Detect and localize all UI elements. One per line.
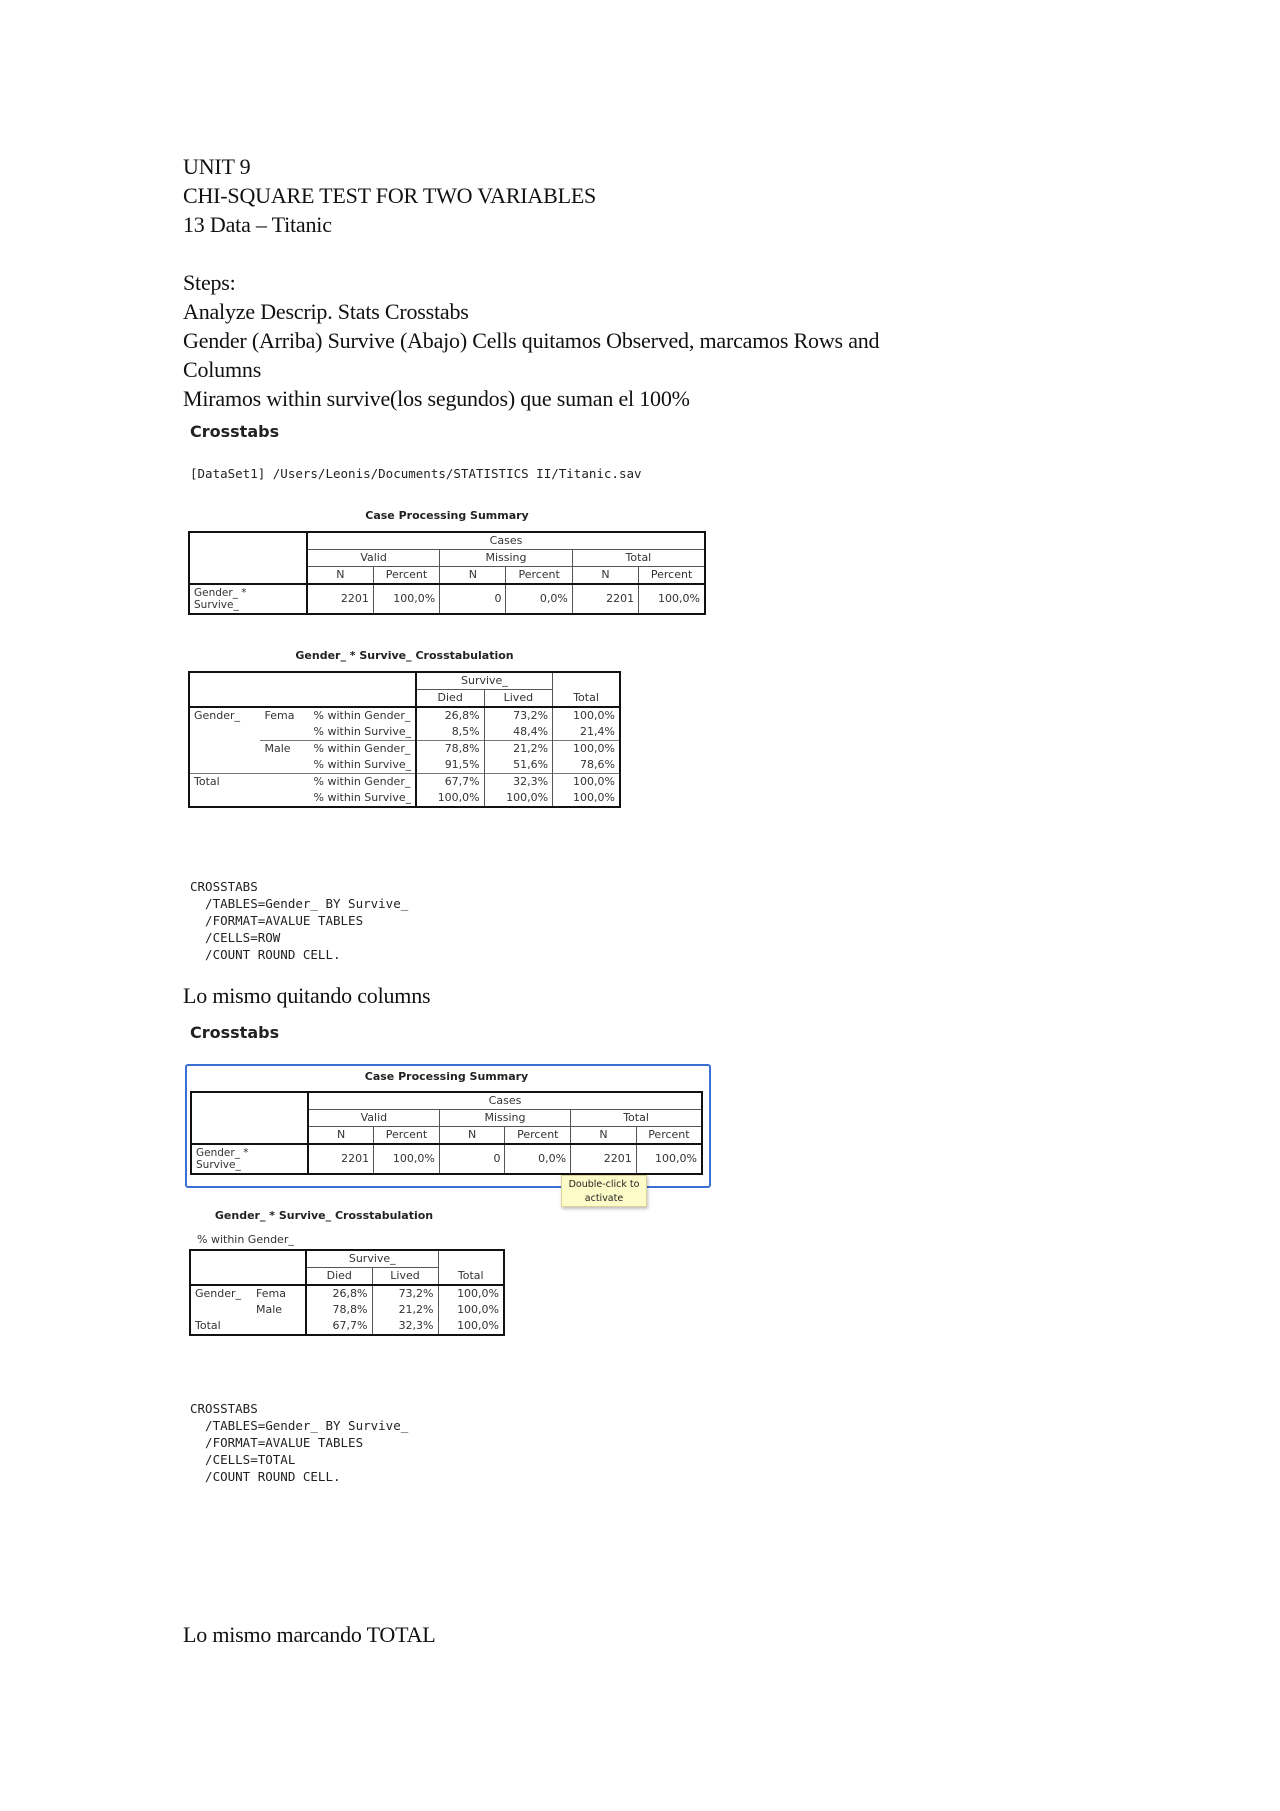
col-group: Missing (440, 550, 573, 567)
cell: 100,0% (373, 584, 439, 614)
document-text (183, 152, 879, 413)
row-stat: % within Gender_ (310, 774, 416, 791)
crosstab-title: Gender_ * Survive_ Crosstabulation (214, 1209, 434, 1222)
step-line: Columns (183, 357, 262, 382)
cell: 100,0% (553, 741, 620, 758)
row-cat: Fema (264, 709, 295, 722)
cases-header: Cases (308, 1092, 702, 1110)
cell: 67,7% (416, 774, 484, 791)
section-heading: Lo mismo marcando TOTAL (183, 1622, 436, 1647)
cell: 21,2% (484, 741, 552, 758)
syntax-block (190, 1366, 408, 1502)
col-header: N (439, 1127, 505, 1145)
steps-label: Steps: (183, 270, 236, 295)
row-cat: Male (256, 1303, 283, 1316)
syntax-line: /TABLES=Gender_ BY Survive_ (190, 896, 409, 911)
step-line: Miramos within survive(los segundos) que suman el 100% (183, 386, 690, 411)
crosstab-subtitle: % within Gender_ (197, 1233, 294, 1246)
cell: 0,0% (506, 584, 572, 614)
col-header: Percent (639, 567, 705, 585)
cell: 26,8% (306, 1285, 372, 1302)
doc-title: CHI-SQUARE TEST FOR TWO VARIABLES (183, 183, 597, 208)
row-stat: % within Gender_ (313, 709, 411, 722)
col-header: N (440, 567, 506, 585)
cell: 100,0% (636, 1144, 702, 1174)
row-label: Gender_ (194, 709, 241, 722)
cell: 48,4% (484, 724, 552, 741)
cell: 67,7% (306, 1318, 372, 1335)
col-header: Percent (505, 1127, 571, 1145)
cell: 2201 (307, 584, 373, 614)
crosstab-title: Gender_ * Survive_ Crosstabulation (295, 649, 514, 662)
cell: 2201 (308, 1144, 374, 1174)
col-header: Lived (372, 1268, 438, 1286)
cps-title: Case Processing Summary (365, 509, 529, 522)
row-label: Total (195, 1319, 221, 1332)
row-label: Gender_ * Survive_ (196, 1147, 249, 1171)
cell: 100,0% (438, 1285, 504, 1302)
cell: 8,5% (416, 724, 484, 741)
col-header: Died (306, 1268, 372, 1286)
crosstabs-heading: Crosstabs (190, 422, 280, 441)
cell: 100,0% (553, 790, 620, 807)
row-label: Gender_ (195, 1287, 242, 1300)
syntax-line: /CELLS=ROW (190, 930, 281, 945)
cell: 78,8% (306, 1302, 372, 1318)
row-stat: % within Survive_ (313, 725, 412, 738)
syntax-line: /TABLES=Gender_ BY Survive_ (190, 1418, 409, 1433)
case-processing-summary-table[interactable] (188, 531, 706, 615)
row-cat: Male (260, 741, 309, 758)
col-group: Survive_ (306, 1250, 438, 1268)
row-stat: % within Survive_ (313, 758, 412, 771)
dataset-label: 13 Data – Titanic (183, 212, 332, 237)
syntax-line: /FORMAT=AVALUE TABLES (190, 1435, 364, 1450)
cell: 78,8% (416, 741, 484, 758)
cell: 100,0% (438, 1318, 504, 1335)
col-header: Percent (373, 567, 439, 585)
cell: 100,0% (438, 1302, 504, 1318)
row-cat: Fema (256, 1287, 286, 1300)
col-group: Valid (308, 1110, 439, 1127)
col-header: Percent (374, 1127, 440, 1145)
cell: 21,2% (372, 1302, 438, 1318)
col-header: Total (438, 1250, 504, 1285)
col-group: Total (571, 1110, 702, 1127)
col-header: Died (416, 690, 484, 708)
cell: 91,5% (416, 757, 484, 774)
col-header: N (572, 567, 638, 585)
syntax-line: /CELLS=TOTAL (190, 1452, 296, 1467)
syntax-line: /FORMAT=AVALUE TABLES (190, 913, 364, 928)
cell: 100,0% (553, 774, 620, 791)
cell: 26,8% (416, 707, 484, 724)
syntax-line: CROSSTABS (190, 879, 258, 894)
crosstabulation-table[interactable] (189, 1249, 505, 1336)
cell: 21,4% (553, 724, 620, 741)
section-heading: Lo mismo quitando columns (183, 983, 431, 1008)
row-stat: % within Gender_ (310, 741, 416, 758)
cell: 73,2% (484, 707, 552, 724)
cps-title: Case Processing Summary (364, 1070, 529, 1083)
cell: 78,6% (553, 757, 620, 774)
cell: 100,0% (416, 790, 484, 807)
cell: 100,0% (484, 790, 552, 807)
cell: 51,6% (484, 757, 552, 774)
col-group: Total (572, 550, 705, 567)
dataset-path: [DataSet1] /Users/Leonis/Documents/STATISTICS II/Titanic.sav (190, 466, 642, 481)
cell: 32,3% (372, 1318, 438, 1335)
step-line: Gender (Arriba) Survive (Abajo) Cells quitamos Observed, marcamos Rows and (183, 328, 880, 353)
cell: 73,2% (372, 1285, 438, 1302)
unit-label: UNIT 9 (183, 154, 251, 179)
col-header: N (308, 1127, 374, 1145)
col-header: N (307, 567, 373, 585)
row-stat: % within Survive_ (313, 791, 412, 804)
row-label: Gender_ * Survive_ (194, 587, 247, 611)
syntax-block (190, 844, 408, 980)
crosstabs-heading: Crosstabs (190, 1023, 280, 1042)
col-group: Missing (439, 1110, 570, 1127)
cell: 2201 (571, 1144, 637, 1174)
syntax-line: /COUNT ROUND CELL. (190, 947, 341, 962)
cell: 100,0% (374, 1144, 440, 1174)
col-header: Total (553, 672, 620, 707)
syntax-line: /COUNT ROUND CELL. (190, 1469, 341, 1484)
case-processing-summary-table[interactable] (190, 1091, 703, 1175)
step-line: Analyze Descrip. Stats Crosstabs (183, 299, 469, 324)
syntax-line: CROSSTABS (190, 1401, 258, 1416)
cell: 0 (440, 584, 506, 614)
cell: 0 (439, 1144, 505, 1174)
col-header: Lived (484, 690, 552, 708)
cell: 2201 (572, 584, 638, 614)
col-header: Percent (636, 1127, 702, 1145)
crosstabulation-table[interactable] (188, 671, 621, 808)
cases-header: Cases (307, 532, 705, 550)
tooltip: Double-click to activate (561, 1175, 647, 1207)
cell: 100,0% (639, 584, 705, 614)
col-header: N (571, 1127, 637, 1145)
col-group: Survive_ (416, 672, 553, 690)
cell: 100,0% (553, 707, 620, 724)
row-label: Total (189, 774, 260, 791)
cell: 32,3% (484, 774, 552, 791)
col-header: Percent (506, 567, 572, 585)
col-group: Valid (307, 550, 440, 567)
cell: 0,0% (505, 1144, 571, 1174)
